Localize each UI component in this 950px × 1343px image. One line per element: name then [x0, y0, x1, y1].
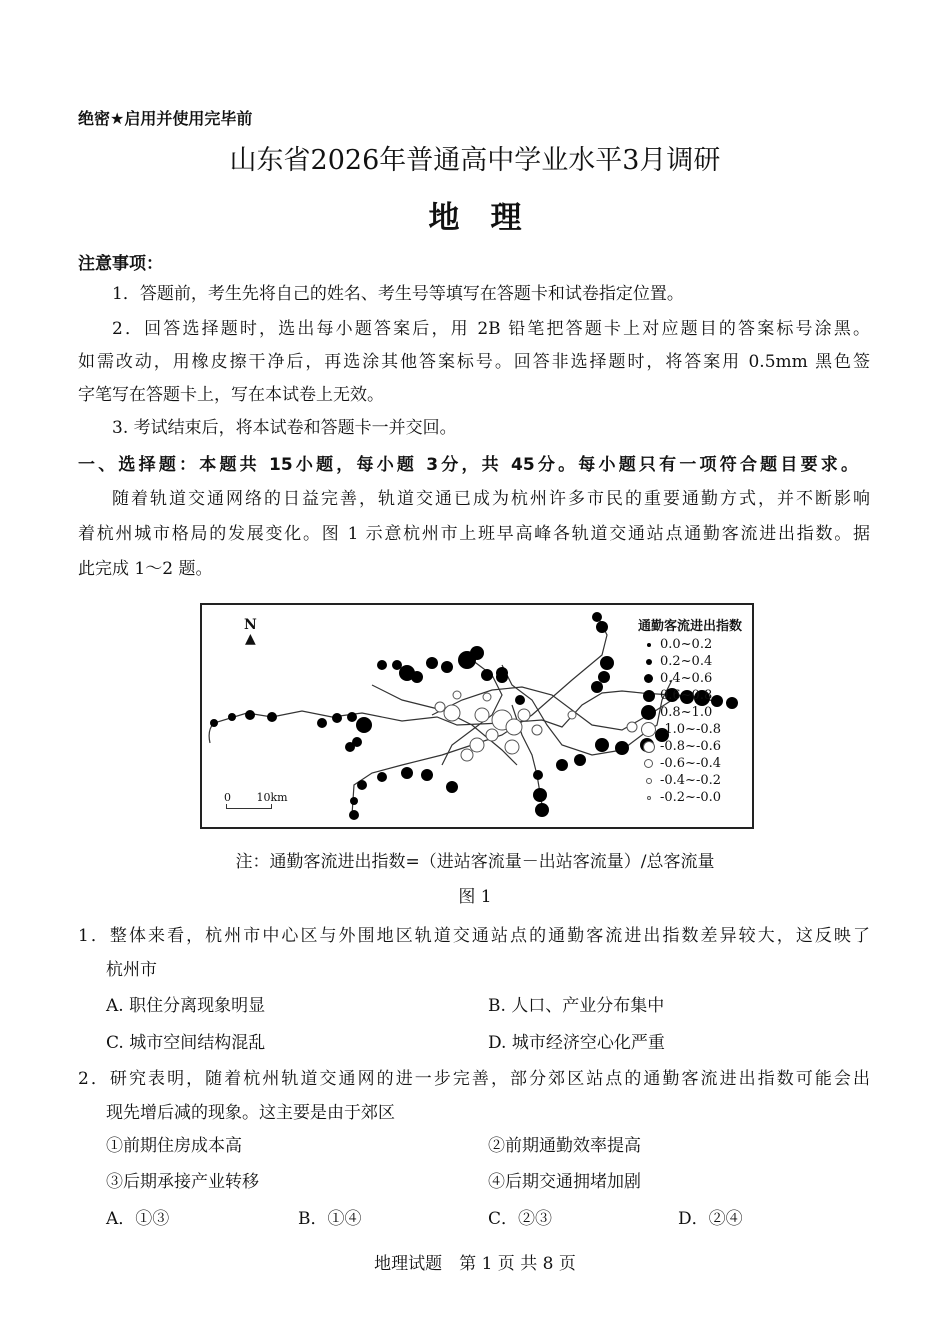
- confidential-label: 绝密★启用并使用完毕前: [78, 109, 253, 128]
- q2-stem: 2．研究表明，随着杭州轨道交通网的进一步完善，部分郊区站点的通勤客流进出指数可能会出: [78, 1069, 870, 1089]
- q1-option-d: D. 城市经济空心化严重: [488, 1033, 665, 1053]
- outbound-stations: [435, 691, 637, 761]
- q2-item: ③后期承接产业转移: [106, 1172, 259, 1192]
- legend-marker-icon: [643, 690, 655, 702]
- legend-title: 通勤客流进出指数: [637, 619, 742, 634]
- q2-option-d: D．②④: [678, 1209, 743, 1229]
- legend-item: [638, 789, 742, 806]
- q1-option-a: A. 职住分离现象明显: [106, 996, 266, 1016]
- transit-map-figure: [200, 603, 754, 829]
- legend-marker-icon: [641, 722, 656, 737]
- q2-item: ①前期住房成本高: [106, 1136, 242, 1156]
- legend-marker-icon: [647, 643, 651, 647]
- q1-stem: 1．整体来看，杭州市中心区与外围地区轨道交通站点的通勤客流进出指数差异较大，这反映了: [78, 926, 870, 946]
- legend-item: [638, 636, 742, 653]
- map-legend: [638, 615, 742, 806]
- legend-marker-icon: [647, 796, 651, 800]
- notice-line: 字笔写在答题卡上，写在本试卷上无效。: [78, 385, 384, 405]
- q2-item: ④后期交通拥堵加剧: [488, 1172, 641, 1192]
- q2-item: ②前期通勤效率提高: [488, 1136, 641, 1156]
- north-label: N: [244, 617, 257, 633]
- legend-item: [638, 738, 742, 755]
- q1-stem: 杭州市: [106, 960, 157, 980]
- legend-item: [638, 721, 742, 738]
- legend-item: [638, 772, 742, 789]
- legend-marker-icon: [644, 759, 653, 768]
- legend-marker-icon: [644, 674, 653, 683]
- legend-item: [638, 653, 742, 670]
- q2-option-a: A．①③: [106, 1209, 170, 1229]
- legend-item: [638, 755, 742, 772]
- legend-label: -0.6~-0.4: [659, 756, 722, 771]
- legend-label: -0.2~-0.0: [659, 790, 722, 805]
- section-heading: 一、选择题：本题共 15小题，每小题 3分，共 45分。每小题只有一项符合题目要求。: [78, 455, 858, 475]
- figure-caption: 图 1: [458, 887, 492, 907]
- legend-label: 0.2~0.4: [659, 654, 713, 669]
- page-footer: 地理试题 第 1 页 共 8 页: [374, 1254, 576, 1274]
- legend-label: 0.0~0.2: [659, 637, 713, 652]
- notice-line: 1．答题前，考生先将自己的姓名、考生号等填写在答题卡和试卷指定位置。: [112, 284, 684, 304]
- legend-label: 0.8~1.0: [659, 705, 713, 720]
- scale-ten-km: 10km: [256, 791, 288, 804]
- legend-label: -0.8~-0.6: [659, 739, 722, 754]
- legend-label: 0.4~0.6: [659, 671, 713, 686]
- intro-line: 着杭州城市格局的发展变化。图 1 示意杭州市上班早高峰各轨道交通站点通勤客流进出指数。据: [78, 524, 870, 544]
- q2-stem: 现先增后减的现象。这主要是由于郊区: [106, 1103, 395, 1123]
- legend-marker-icon: [643, 741, 655, 753]
- q1-option-c: C. 城市空间结构混乱: [106, 1033, 266, 1053]
- legend-item: [638, 670, 742, 687]
- exam-title: 山东省2026年普通高中学业水平3月调研: [229, 145, 721, 176]
- q1-option-b: B. 人口、产业分布集中: [488, 996, 665, 1016]
- legend-item: [638, 704, 742, 721]
- legend-marker-icon: [646, 659, 652, 665]
- legend-item: [638, 687, 742, 704]
- legend-marker-icon: [641, 705, 656, 720]
- intro-line: 随着轨道交通网络的日益完善，轨道交通已成为杭州许多市民的重要通勤方式，并不断影响: [112, 489, 870, 509]
- q2-option-c: C．②③: [488, 1209, 553, 1229]
- subject-title: 地 理: [428, 200, 522, 236]
- scale-bar: [224, 791, 288, 809]
- notice-line: 3. 考试结束后，将本试卷和答题卡一并交回。: [112, 418, 457, 438]
- q2-option-b: B．①④: [298, 1209, 362, 1229]
- notice-line: 2．回答选择题时，选出每小题答案后，用 2B 铅笔把答题卡上对应题目的答案标号涂黑。: [112, 319, 870, 339]
- legend-label: 0.6~0.8: [659, 688, 713, 703]
- legend-label: -0.4~-0.2: [659, 773, 722, 788]
- notice-heading: 注意事项：: [78, 254, 163, 274]
- north-arrow-icon: ▲: [245, 631, 256, 647]
- figure-note: 注：通勤客流进出指数=（进站客流量－出站客流量）/总客流量: [235, 852, 715, 872]
- legend-marker-icon: [646, 778, 652, 784]
- scale-zero: 0: [224, 791, 231, 804]
- legend-label: -1.0~-0.8: [659, 722, 722, 737]
- intro-line: 此完成 1～2 题。: [78, 559, 213, 579]
- notice-line: 如需改动，用橡皮擦干净后，再选涂其他答案标号。回答非选择题时，将答案用 0.5mm 黑色签: [78, 352, 870, 372]
- north-arrow: [244, 617, 257, 645]
